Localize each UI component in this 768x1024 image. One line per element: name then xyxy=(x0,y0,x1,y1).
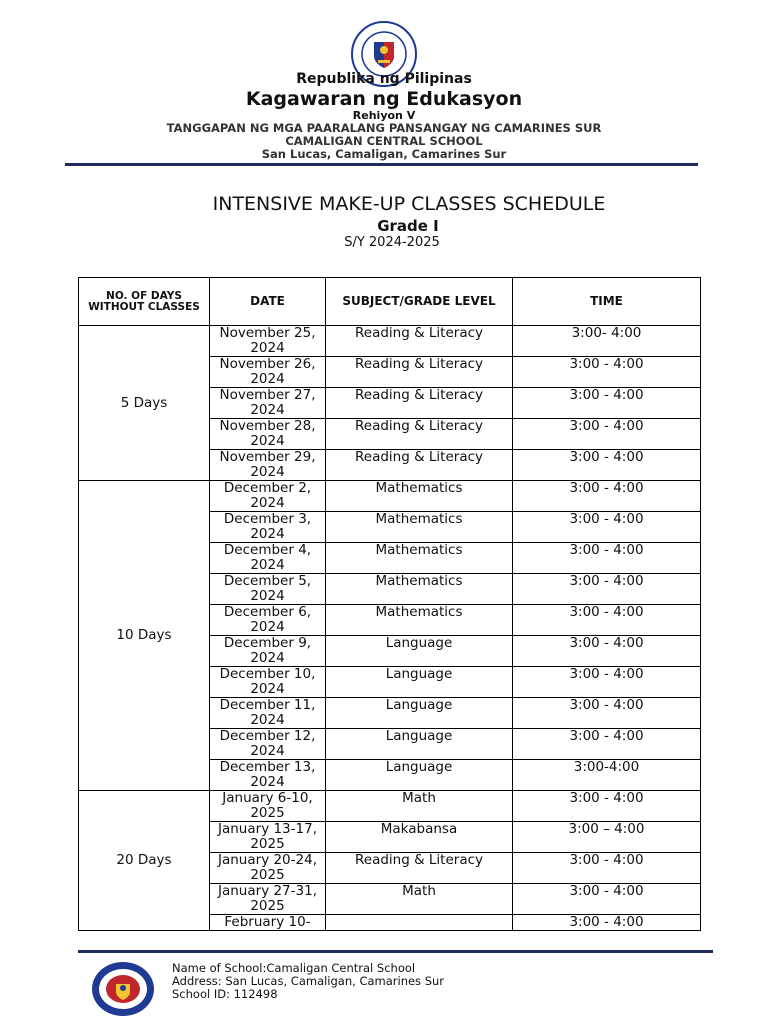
department-name: Kagawaran ng Edukasyon xyxy=(245,88,523,110)
subject-cell: Language xyxy=(326,698,513,729)
table-row xyxy=(79,326,701,357)
date-cell: November 25, 2024 xyxy=(210,326,326,357)
subject-cell: Mathematics xyxy=(326,512,513,543)
time-cell: 3:00 - 4:00 xyxy=(513,512,701,543)
school-location-line: San Lucas, Camaligan, Camarines Sur xyxy=(261,147,507,161)
subject-cell: Mathematics xyxy=(326,481,513,512)
subject-cell: Reading & Literacy xyxy=(326,326,513,357)
table-header-row xyxy=(79,278,701,326)
footer-school-name: Name of School:Camaligan Central School xyxy=(172,961,416,975)
table-row xyxy=(79,481,701,512)
time-cell: 3:00 - 4:00 xyxy=(513,729,701,760)
date-cell: December 12, 2024 xyxy=(210,729,326,760)
subject-cell: Language xyxy=(326,760,513,791)
date-cell: December 4, 2024 xyxy=(210,543,326,574)
subject-cell: Math xyxy=(326,791,513,822)
time-cell: 3:00 - 4:00 xyxy=(513,450,701,481)
footer-address: Address: San Lucas, Camaligan, Camarines Sur xyxy=(172,974,445,988)
days-cell: 10 Days xyxy=(79,481,210,791)
date-cell: November 26, 2024 xyxy=(210,357,326,388)
time-cell: 3:00 - 4:00 xyxy=(513,388,701,419)
time-cell: 3:00 - 4:00 xyxy=(513,667,701,698)
header-divider xyxy=(65,163,698,166)
subject-cell: Reading & Literacy xyxy=(326,419,513,450)
time-cell: 3:00 - 4:00 xyxy=(513,419,701,450)
time-cell: 3:00 - 4:00 xyxy=(513,481,701,512)
date-cell: February 10- xyxy=(210,915,326,931)
subject-cell: Reading & Literacy xyxy=(326,357,513,388)
header-date: DATE xyxy=(210,278,326,326)
grade-label: Grade I xyxy=(377,217,439,235)
time-cell: 3:00 - 4:00 xyxy=(513,884,701,915)
date-cell: December 13, 2024 xyxy=(210,760,326,791)
division-office-line: TANGGAPAN NG MGA PAARALANG PANSANGAY NG CAMARINES SUR xyxy=(166,121,602,135)
days-cell: 20 Days xyxy=(79,791,210,931)
republic-line: Republika ng Pilipinas xyxy=(296,71,472,87)
subject-cell: Reading & Literacy xyxy=(326,388,513,419)
date-cell: November 28, 2024 xyxy=(210,419,326,450)
time-cell: 3:00 - 4:00 xyxy=(513,605,701,636)
date-cell: January 13-17, 2025 xyxy=(210,822,326,853)
date-cell: November 27, 2024 xyxy=(210,388,326,419)
schedule-table xyxy=(78,277,701,931)
header-time: TIME xyxy=(513,278,701,326)
footer-school-id: School ID: 112498 xyxy=(172,987,278,1001)
subject-cell: Reading & Literacy xyxy=(326,853,513,884)
subject-cell: Mathematics xyxy=(326,543,513,574)
subject-cell xyxy=(326,915,513,931)
date-cell: December 3, 2024 xyxy=(210,512,326,543)
date-cell: December 11, 2024 xyxy=(210,698,326,729)
date-cell: December 5, 2024 xyxy=(210,574,326,605)
subject-cell: Language xyxy=(326,636,513,667)
subject-cell: Language xyxy=(326,729,513,760)
date-cell: December 2, 2024 xyxy=(210,481,326,512)
page-title: INTENSIVE MAKE-UP CLASSES SCHEDULE xyxy=(212,193,606,215)
time-cell: 3:00 - 4:00 xyxy=(513,636,701,667)
date-cell: January 27-31, 2025 xyxy=(210,884,326,915)
header-days: NO. OF DAYS WITHOUT CLASSES xyxy=(79,278,210,326)
date-cell: January 6-10, 2025 xyxy=(210,791,326,822)
footer-divider xyxy=(78,950,713,953)
region-line: Rehiyon V xyxy=(352,109,416,122)
time-cell: 3:00- 4:00 xyxy=(513,326,701,357)
time-cell: 3:00 - 4:00 xyxy=(513,915,701,931)
time-cell: 3:00-4:00 xyxy=(513,760,701,791)
date-cell: December 9, 2024 xyxy=(210,636,326,667)
subject-cell: Math xyxy=(326,884,513,915)
time-cell: 3:00 – 4:00 xyxy=(513,822,701,853)
date-cell: December 6, 2024 xyxy=(210,605,326,636)
time-cell: 3:00 - 4:00 xyxy=(513,853,701,884)
days-cell: 5 Days xyxy=(79,326,210,481)
date-cell: January 20-24, 2025 xyxy=(210,853,326,884)
time-cell: 3:00 - 4:00 xyxy=(513,543,701,574)
date-cell: December 10, 2024 xyxy=(210,667,326,698)
subject-cell: Reading & Literacy xyxy=(326,450,513,481)
school-name-line: CAMALIGAN CENTRAL SCHOOL xyxy=(285,134,483,148)
time-cell: 3:00 - 4:00 xyxy=(513,791,701,822)
table-row xyxy=(79,791,701,822)
school-year: S/Y 2024-2025 xyxy=(344,235,440,250)
date-cell: November 29, 2024 xyxy=(210,450,326,481)
time-cell: 3:00 - 4:00 xyxy=(513,357,701,388)
time-cell: 3:00 - 4:00 xyxy=(513,574,701,605)
subject-cell: Mathematics xyxy=(326,574,513,605)
subject-cell: Makabansa xyxy=(326,822,513,853)
subject-cell: Mathematics xyxy=(326,605,513,636)
time-cell: 3:00 - 4:00 xyxy=(513,698,701,729)
header-subject: SUBJECT/GRADE LEVEL xyxy=(326,278,513,326)
subject-cell: Language xyxy=(326,667,513,698)
school-seal-icon xyxy=(90,960,156,1018)
